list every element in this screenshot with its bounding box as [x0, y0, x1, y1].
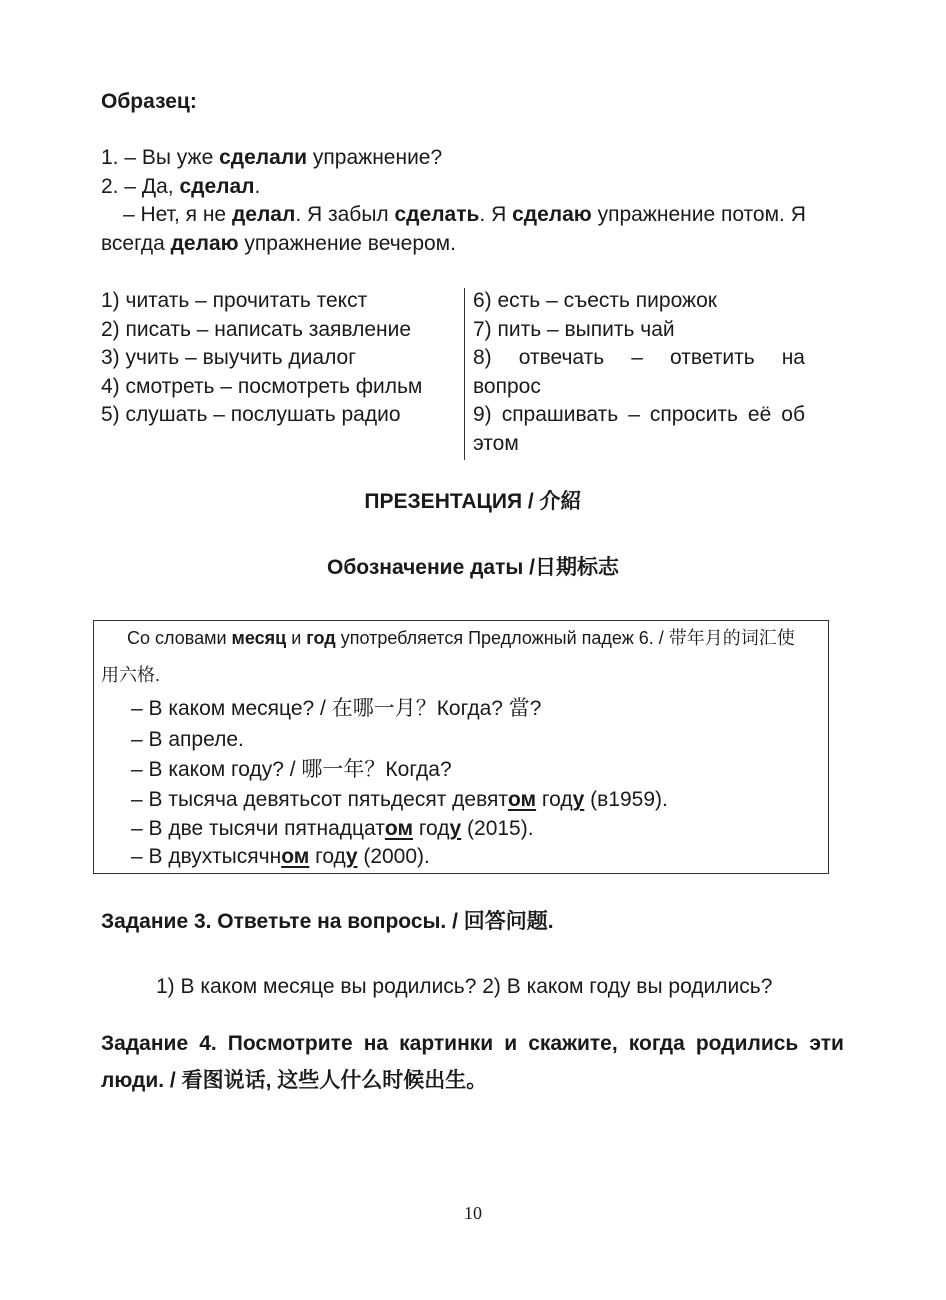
task-3-questions: 1) В каком месяце вы родились? 2) В каком году вы родились? [156, 975, 773, 998]
verb-item: 2) писать – написать заявление [101, 318, 412, 341]
section-title: ПРЕЗЕНТАЦИЯ / 介紹 [364, 490, 582, 513]
rule-intro: Со словами месяц и год употребляется Предложный падеж 6. / 带年月的词汇使 [127, 628, 795, 648]
verb-item-8-cont: вопрос [473, 375, 541, 398]
column-divider [464, 288, 465, 460]
verb-item: 7) пить – выпить чай [473, 318, 675, 341]
verb-item: 1) читать – прочитать текст [101, 289, 368, 312]
sample-line-3: – Нет, я не делал. Я забыл сделать. Я сделаю упражнение потом. Я [123, 203, 806, 226]
dialog-line: – В каком году? / 哪一年？Когда? [131, 758, 452, 781]
dialog-line: – В двухтысячном году (2000). [131, 845, 430, 868]
verb-item-9: 9) спрашивать – спросить её об [473, 403, 805, 426]
page-number: 10 [464, 1203, 482, 1223]
verb-item: 5) слушать – послушать радио [101, 403, 401, 426]
verb-item-8: 8) отвечать – ответить на [473, 346, 805, 369]
task-3-title: Задание 3. Ответьте на вопросы. / 回答问题. [101, 910, 554, 933]
task-4-title-line-1: Задание 4. Посмотрите на картинки и скажите, когда родились эти [101, 1032, 844, 1055]
verb-item-9-cont: этом [473, 432, 519, 455]
verb-item: 3) учить – выучить диалог [101, 346, 356, 369]
sample-heading: Образец: [101, 90, 197, 113]
sample-line-4: всегда делаю упражнение вечером. [101, 232, 456, 255]
verb-item: 6) есть – съесть пирожок [473, 289, 717, 312]
dialog-line: – В тысяча девятьсот пятьдесят девятом году (в1959). [131, 788, 668, 811]
section-subtitle: Обозначение даты /日期标志 [326, 556, 619, 579]
task-4-title-line-2: люди. / 看图说话, 这些人什么时候出生。 [101, 1069, 488, 1092]
verb-item: 4) смотреть – посмотреть фильм [101, 375, 423, 398]
dialog-line: – В две тысячи пятнадцатом году (2015). [131, 817, 534, 840]
sample-line-2: 2. – Да, сделал. [101, 175, 261, 198]
dialog-line: – В каком месяце? / 在哪一月？Когда? 當? [131, 697, 542, 720]
sample-line-1: 1. – Вы уже сделали упражнение? [101, 146, 443, 169]
dialog-line: – В апреле. [131, 728, 244, 751]
rule-intro-cont: 用六格. [101, 665, 161, 685]
